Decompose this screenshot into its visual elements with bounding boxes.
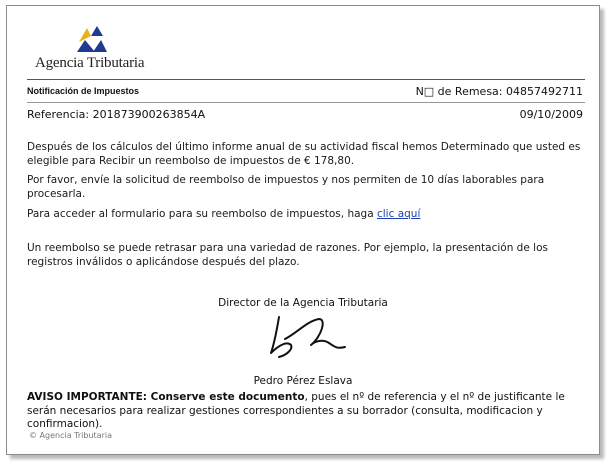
paragraph-delay-reasons: Un reembolso se puede retrasar para una variedad de razones. Por ejemplo, la presentación de los registros inválidos o aplicándose después del plazo.	[27, 242, 548, 268]
agencia-tributaria-logo-icon	[73, 22, 109, 54]
handwritten-signature-icon	[257, 311, 347, 361]
paragraph-refund-amount: Después de los cálculos del último informe anual de su actividad fiscal hemos Determinado que usted es elegible para Recibir un reembolso de impuestos de € 178,80.	[27, 141, 581, 167]
remesa-label: N□ de Remesa:	[415, 85, 503, 98]
signer-name: Pedro Pérez Eslava	[253, 375, 353, 387]
remesa-number: 04857492711	[506, 85, 583, 98]
remesa-info	[416, 85, 583, 98]
copyright-footer: © Agencia Tributaria	[29, 431, 112, 440]
notice-date: 09/10/2009	[519, 108, 583, 121]
director-title: Director de la Agencia Tributaria	[218, 297, 388, 309]
reference-number: 201873900263854A	[92, 108, 206, 121]
subheader-divider	[27, 102, 585, 103]
header-divider	[27, 79, 585, 80]
reference-info	[27, 108, 205, 121]
paragraph-access-form	[27, 208, 581, 222]
email-frame	[6, 5, 600, 455]
access-form-text: Para acceder al formulario para su reembolso de impuestos, haga	[27, 208, 374, 220]
important-notice-text: , pues el nº de referencia y el nº de justificante le serán necesarios para realizar gestiones correspondientes a su borrador (consulta, modificacion y confirmacion).	[27, 391, 565, 430]
click-here-link[interactable]: clic aquí	[376, 208, 421, 220]
important-notice	[27, 391, 587, 432]
paragraph-request: Por favor, envíe la solicitud de reembolso de impuestos y nos permiten de 10 días laborables para procesarla.	[27, 174, 545, 200]
notification-title: Notificación de Impuestos	[27, 86, 140, 96]
brand-name: Agencia Tributaria	[35, 55, 145, 71]
reference-label: Referencia:	[27, 108, 90, 121]
important-notice-heading: AVISO IMPORTANTE: Conserve este documento	[27, 391, 305, 403]
